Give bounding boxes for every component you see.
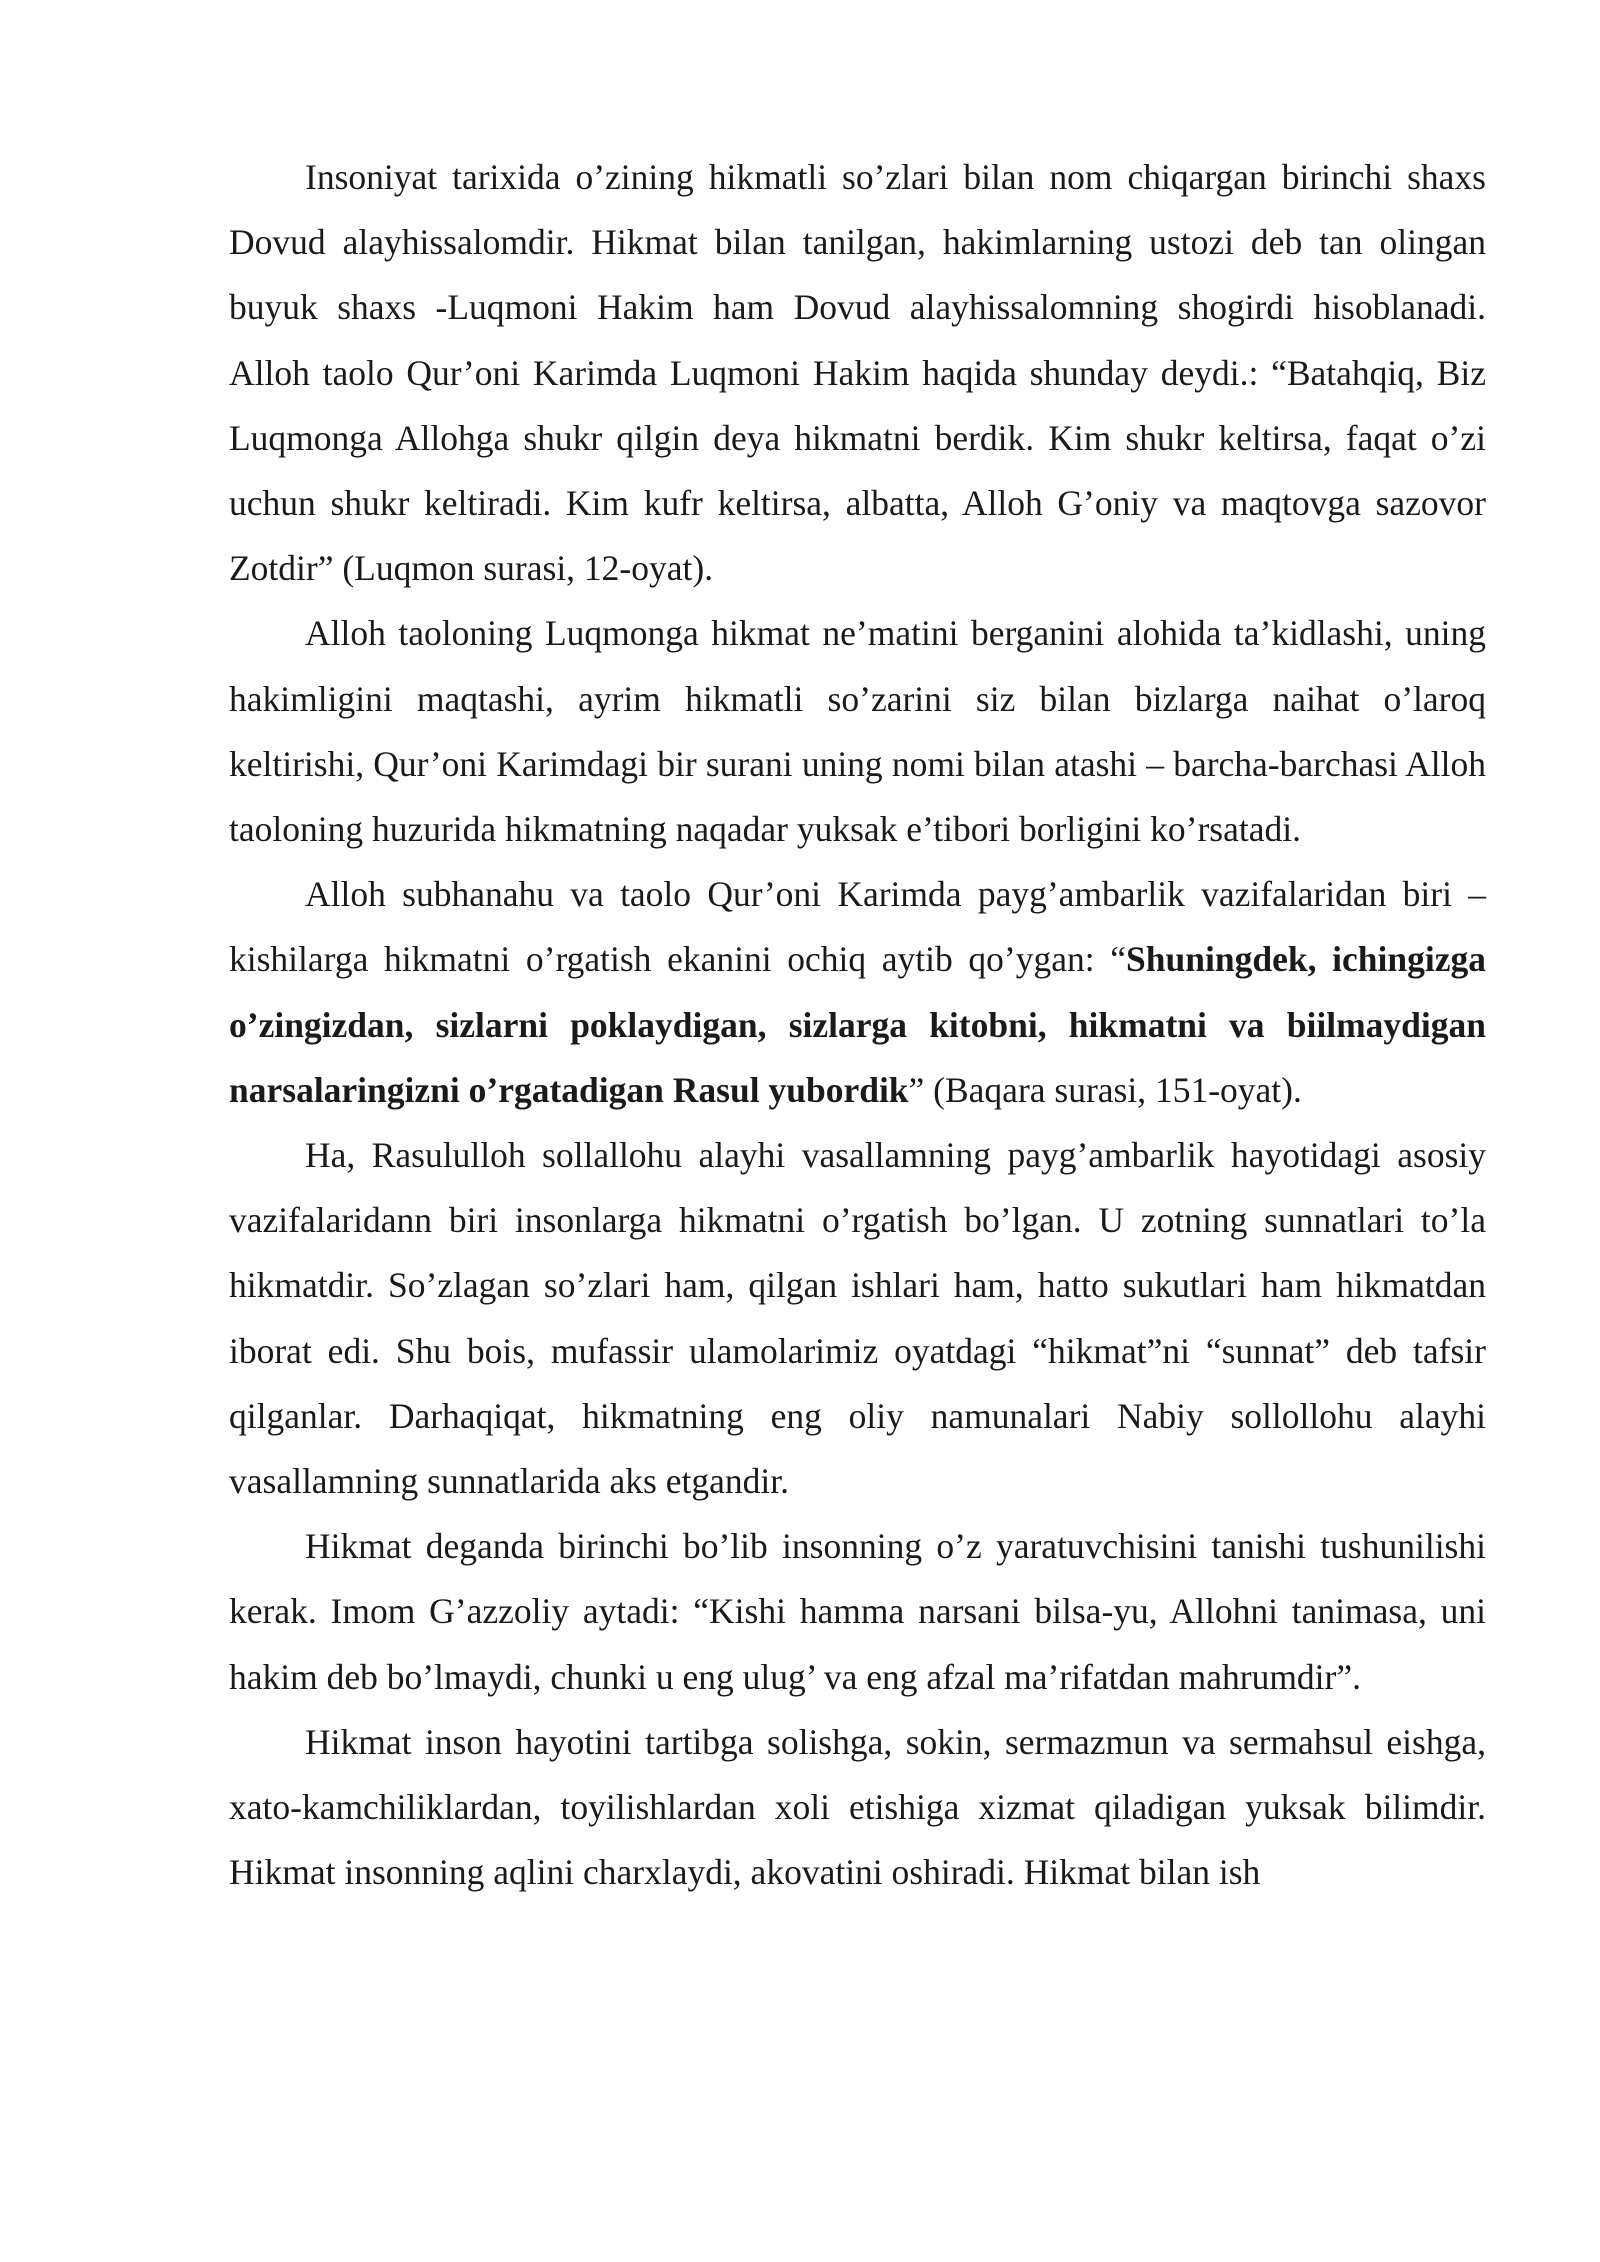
- paragraph-1: [229, 145, 1486, 601]
- paragraph-2: [229, 601, 1486, 862]
- paragraph-3: [229, 862, 1486, 1123]
- paragraph-4: [229, 1123, 1486, 1514]
- paragraph-3-text-intro: Alloh subhanahu va taolo Qur’oni Karimda payg’ambarlik vazifalaridan biri – kishilarga hikmatni o’rgatish ekanini ochiq aytib qo’ygan: “: [229, 874, 1486, 980]
- paragraph-4-text: Ha, Rasululloh sollallohu alayhi vasallamning payg’ambarlik hayotidagi asosiy vazifalaridann biri insonlarga hikmatni o’rgatish bo’lgan. U zotning sunnatlari to’la hikmatdir. So’zlagan so’zlari ham, qilgan ishlari ham, hatto sukutlari ham hikmatdan iborat edi. Shu bois, mufassir ulamolarimiz oyatdagi “hikmat”ni “sunnat” deb tafsir qilganlar. Darhaqiqat, hikmatning eng oliy namunalari Nabiy sollollohu alayhi vasallamning sunnatlarida aks etgandir.: [229, 1135, 1486, 1502]
- paragraph-6: [229, 1710, 1486, 1906]
- paragraph-1-text: Insoniyat tarixida o’zining hikmatli so’zlari bilan nom chiqargan birinchi shaxs Dovud alayhissalomdir. Hikmat bilan tanilgan, hakimlarning ustozi deb tan olingan buyuk shaxs -Luqmoni Hakim ham Dovud alayhissalomning shogirdi hisoblanadi. Alloh taolo Qur’oni Karimda Luqmoni Hakim haqida shunday deydi.: “Batahqiq, Biz Luqmonga Allohga shukr qilgin deya hikmatni berdik. Kim shukr keltirsa, faqat o’zi uchun shukr keltiradi. Kim kufr keltirsa, albatta, Alloh G’oniy va maqtovga sazovor Zotdir” (Luqmon surasi, 12-oyat).: [229, 157, 1486, 589]
- paragraph-5: [229, 1514, 1486, 1710]
- body-text: [229, 145, 1486, 1905]
- paragraph-3-text-citation: ” (Baqara surasi, 151-oyat).: [908, 1069, 1302, 1110]
- paragraph-3-quote-bold: Shuningdek, ichingizga o’zingizdan, sizlarni poklaydigan, sizlarga kitobni, hikmatni va biilmaydigan narsalaringizni o’rgatadigan Rasul yubordik: [229, 939, 1486, 1110]
- paragraph-2-text: Alloh taoloning Luqmonga hikmat ne’matini berganini alohida ta’kidlashi, uning hakimligini maqtashi, ayrim hikmatli so’zarini siz bilan bizlarga naihat o’laroq keltirishi, Qur’oni Karimdagi bir surani uning nomi bilan atashi – barcha-barchasi Alloh taoloning huzurida hikmatning naqadar yuksak e’tibori borligini ko’rsatadi.: [229, 613, 1486, 850]
- paragraph-6-text: Hikmat inson hayotini tartibga solishga, sokin, sermazmun va sermahsul eishga, xato-kamchiliklardan, toyilishlardan xoli etishiga xizmat qiladigan yuksak bilimdir. Hikmat insonning aqlini charxlaydi, akovatini oshiradi. Hikmat bilan ish: [229, 1721, 1486, 1893]
- paragraph-5-text: Hikmat deganda birinchi bo’lib insonning o’z yaratuvchisini tanishi tushunilishi kerak. Imom G’azzoliy aytadi: “Kishi hamma narsani bilsa-yu, Allohni tanimasa, uni hakim deb bo’lmaydi, chunki u eng ulug’ va eng afzal ma’rifatdan mahrumdir”.: [229, 1526, 1486, 1697]
